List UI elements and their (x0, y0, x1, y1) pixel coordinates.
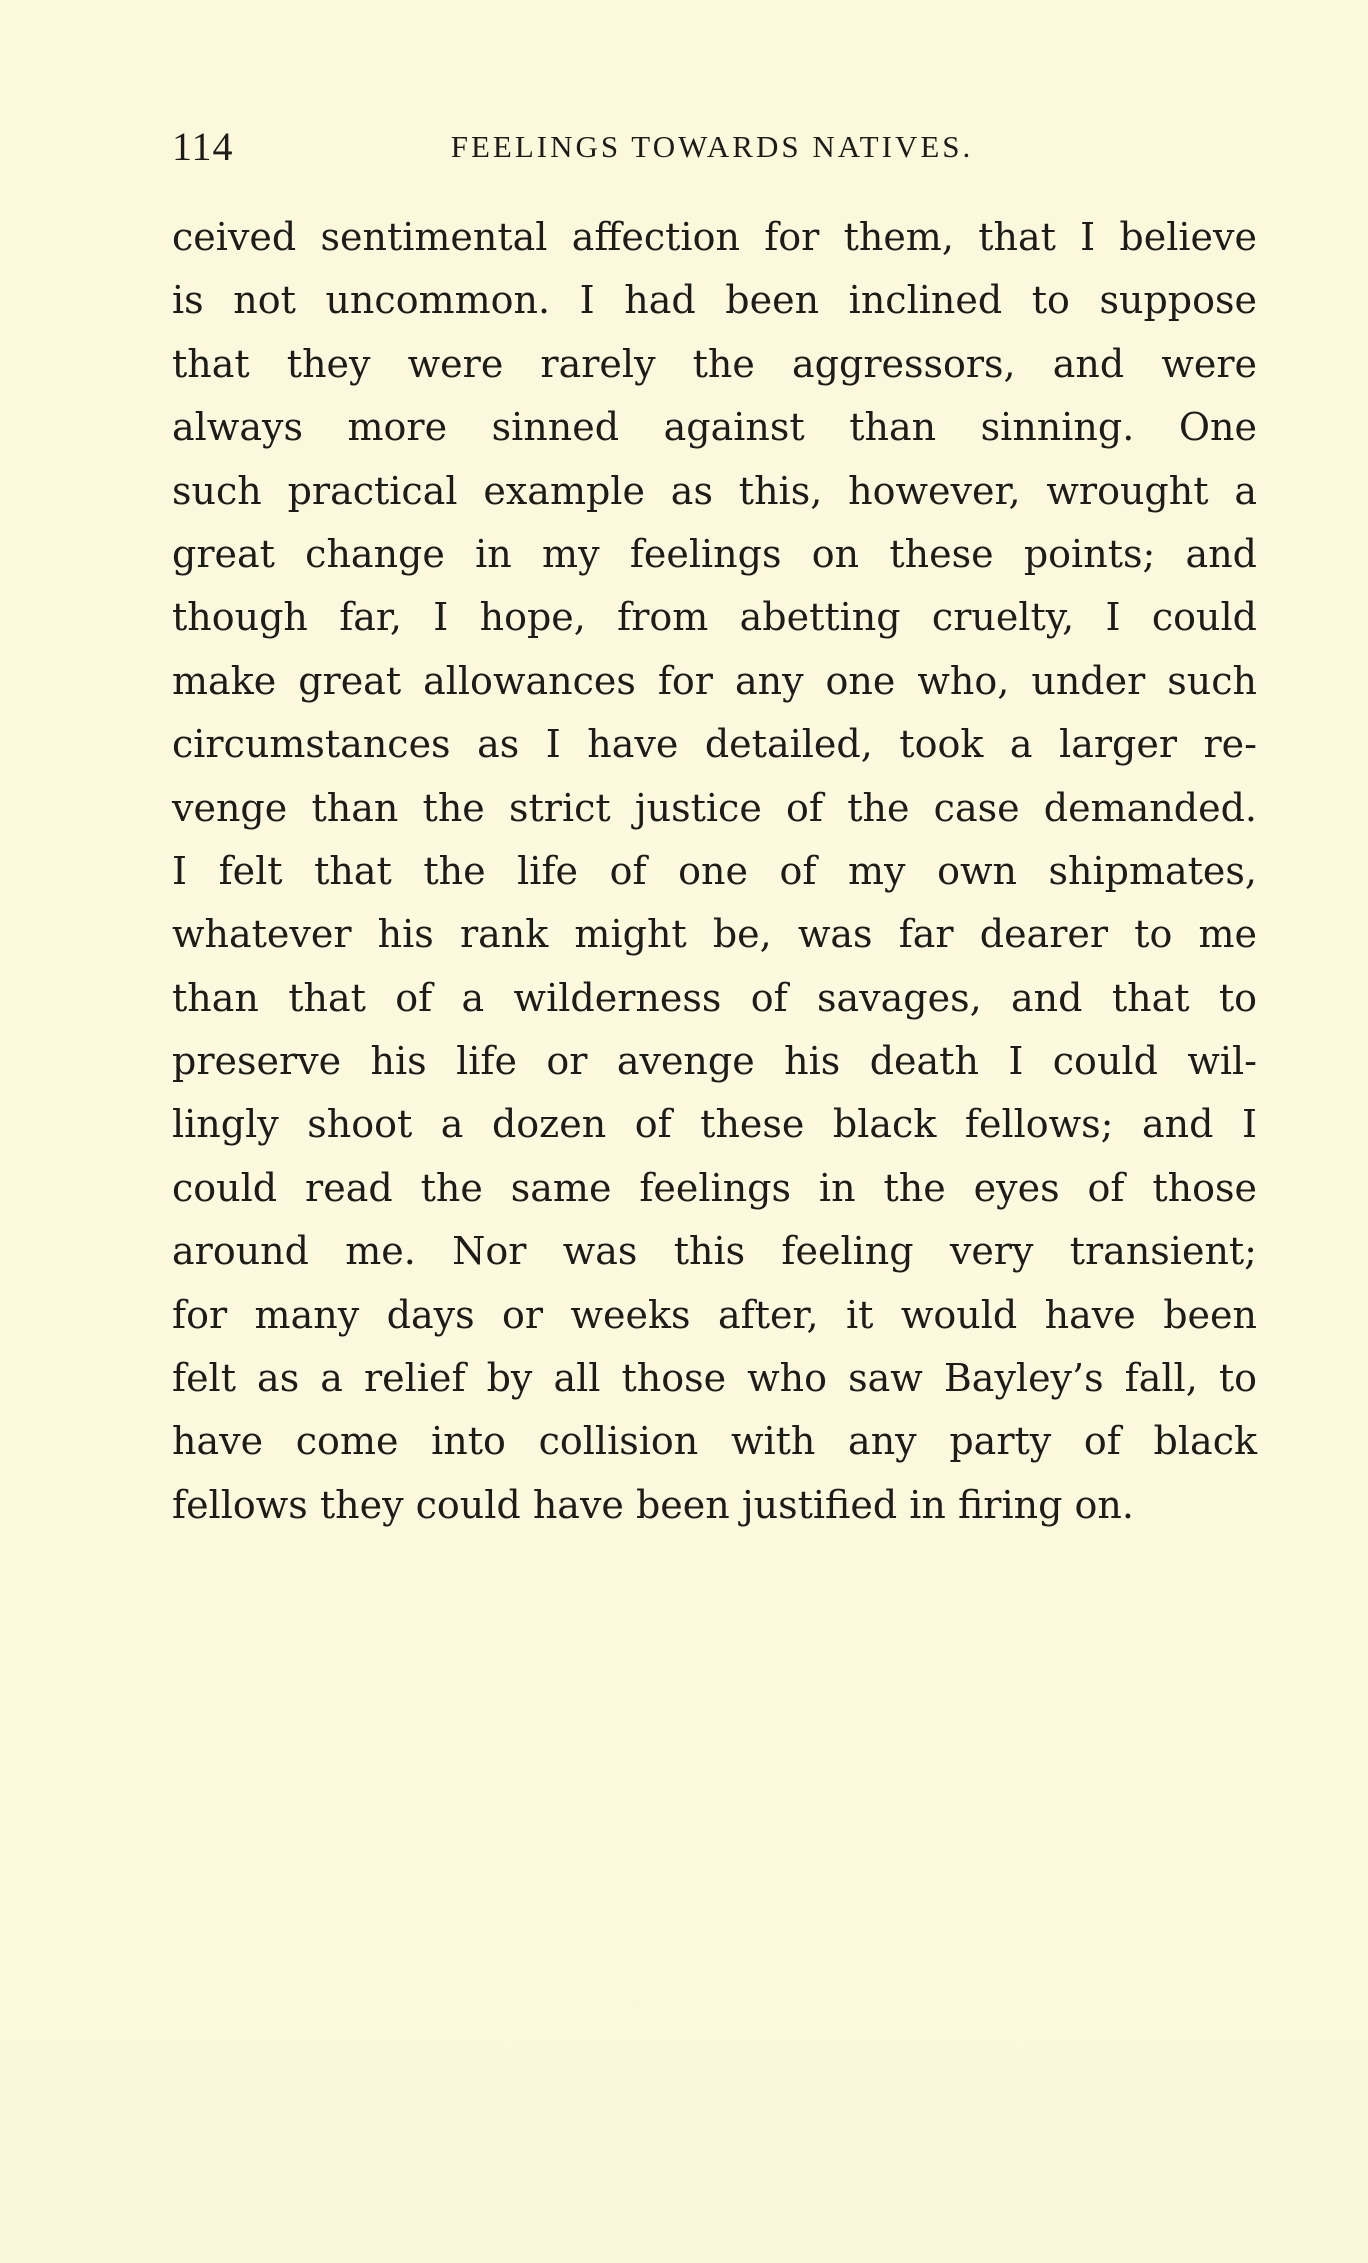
text-line: whatever his rank might be, was far dearer to me (172, 912, 1257, 957)
text-line: fellows they could have been justified in firing on. (172, 1482, 1134, 1527)
page-number: 114 (172, 124, 234, 169)
text-line: lingly shoot a dozen of these black fellows; and I (172, 1102, 1257, 1147)
text-line: that they were rarely the aggressors, and were (172, 341, 1257, 386)
text-line: always more sinned against than sinning. One (172, 405, 1257, 450)
text-line: make great allowances for any one who, under such (172, 658, 1257, 703)
text-line: venge than the strict justice of the case demanded. (172, 785, 1257, 830)
text-line: preserve his life or avenge his death I could wil- (172, 1039, 1257, 1084)
text-line: could read the same feelings in the eyes of those (172, 1165, 1257, 1210)
body-text (172, 206, 1257, 1537)
text-line: felt as a relief by all those who saw Bayley’s fall, to (172, 1356, 1257, 1401)
text-line: around me. Nor was this feeling very transient; (172, 1229, 1257, 1274)
page-header (172, 122, 1252, 172)
text-line: than that of a wilderness of savages, and that to (172, 975, 1257, 1020)
text-line: for many days or weeks after, it would have been (172, 1292, 1257, 1337)
text-line: I felt that the life of one of my own shipmates, (172, 848, 1257, 893)
text-line: great change in my feelings on these points; and (172, 531, 1257, 576)
running-title: FEELINGS TOWARDS NATIVES. (450, 129, 974, 164)
text-line: such practical example as this, however, wrought a (172, 468, 1257, 513)
text-line: have come into collision with any party of black (172, 1419, 1257, 1464)
text-line: is not uncommon. I had been inclined to suppose (172, 278, 1257, 323)
text-line: ceived sentimental affection for them, that I believe (172, 215, 1257, 259)
text-line: though far, I hope, from abetting cruelty, I could (172, 595, 1257, 640)
text-line: circumstances as I have detailed, took a larger re- (172, 722, 1257, 767)
